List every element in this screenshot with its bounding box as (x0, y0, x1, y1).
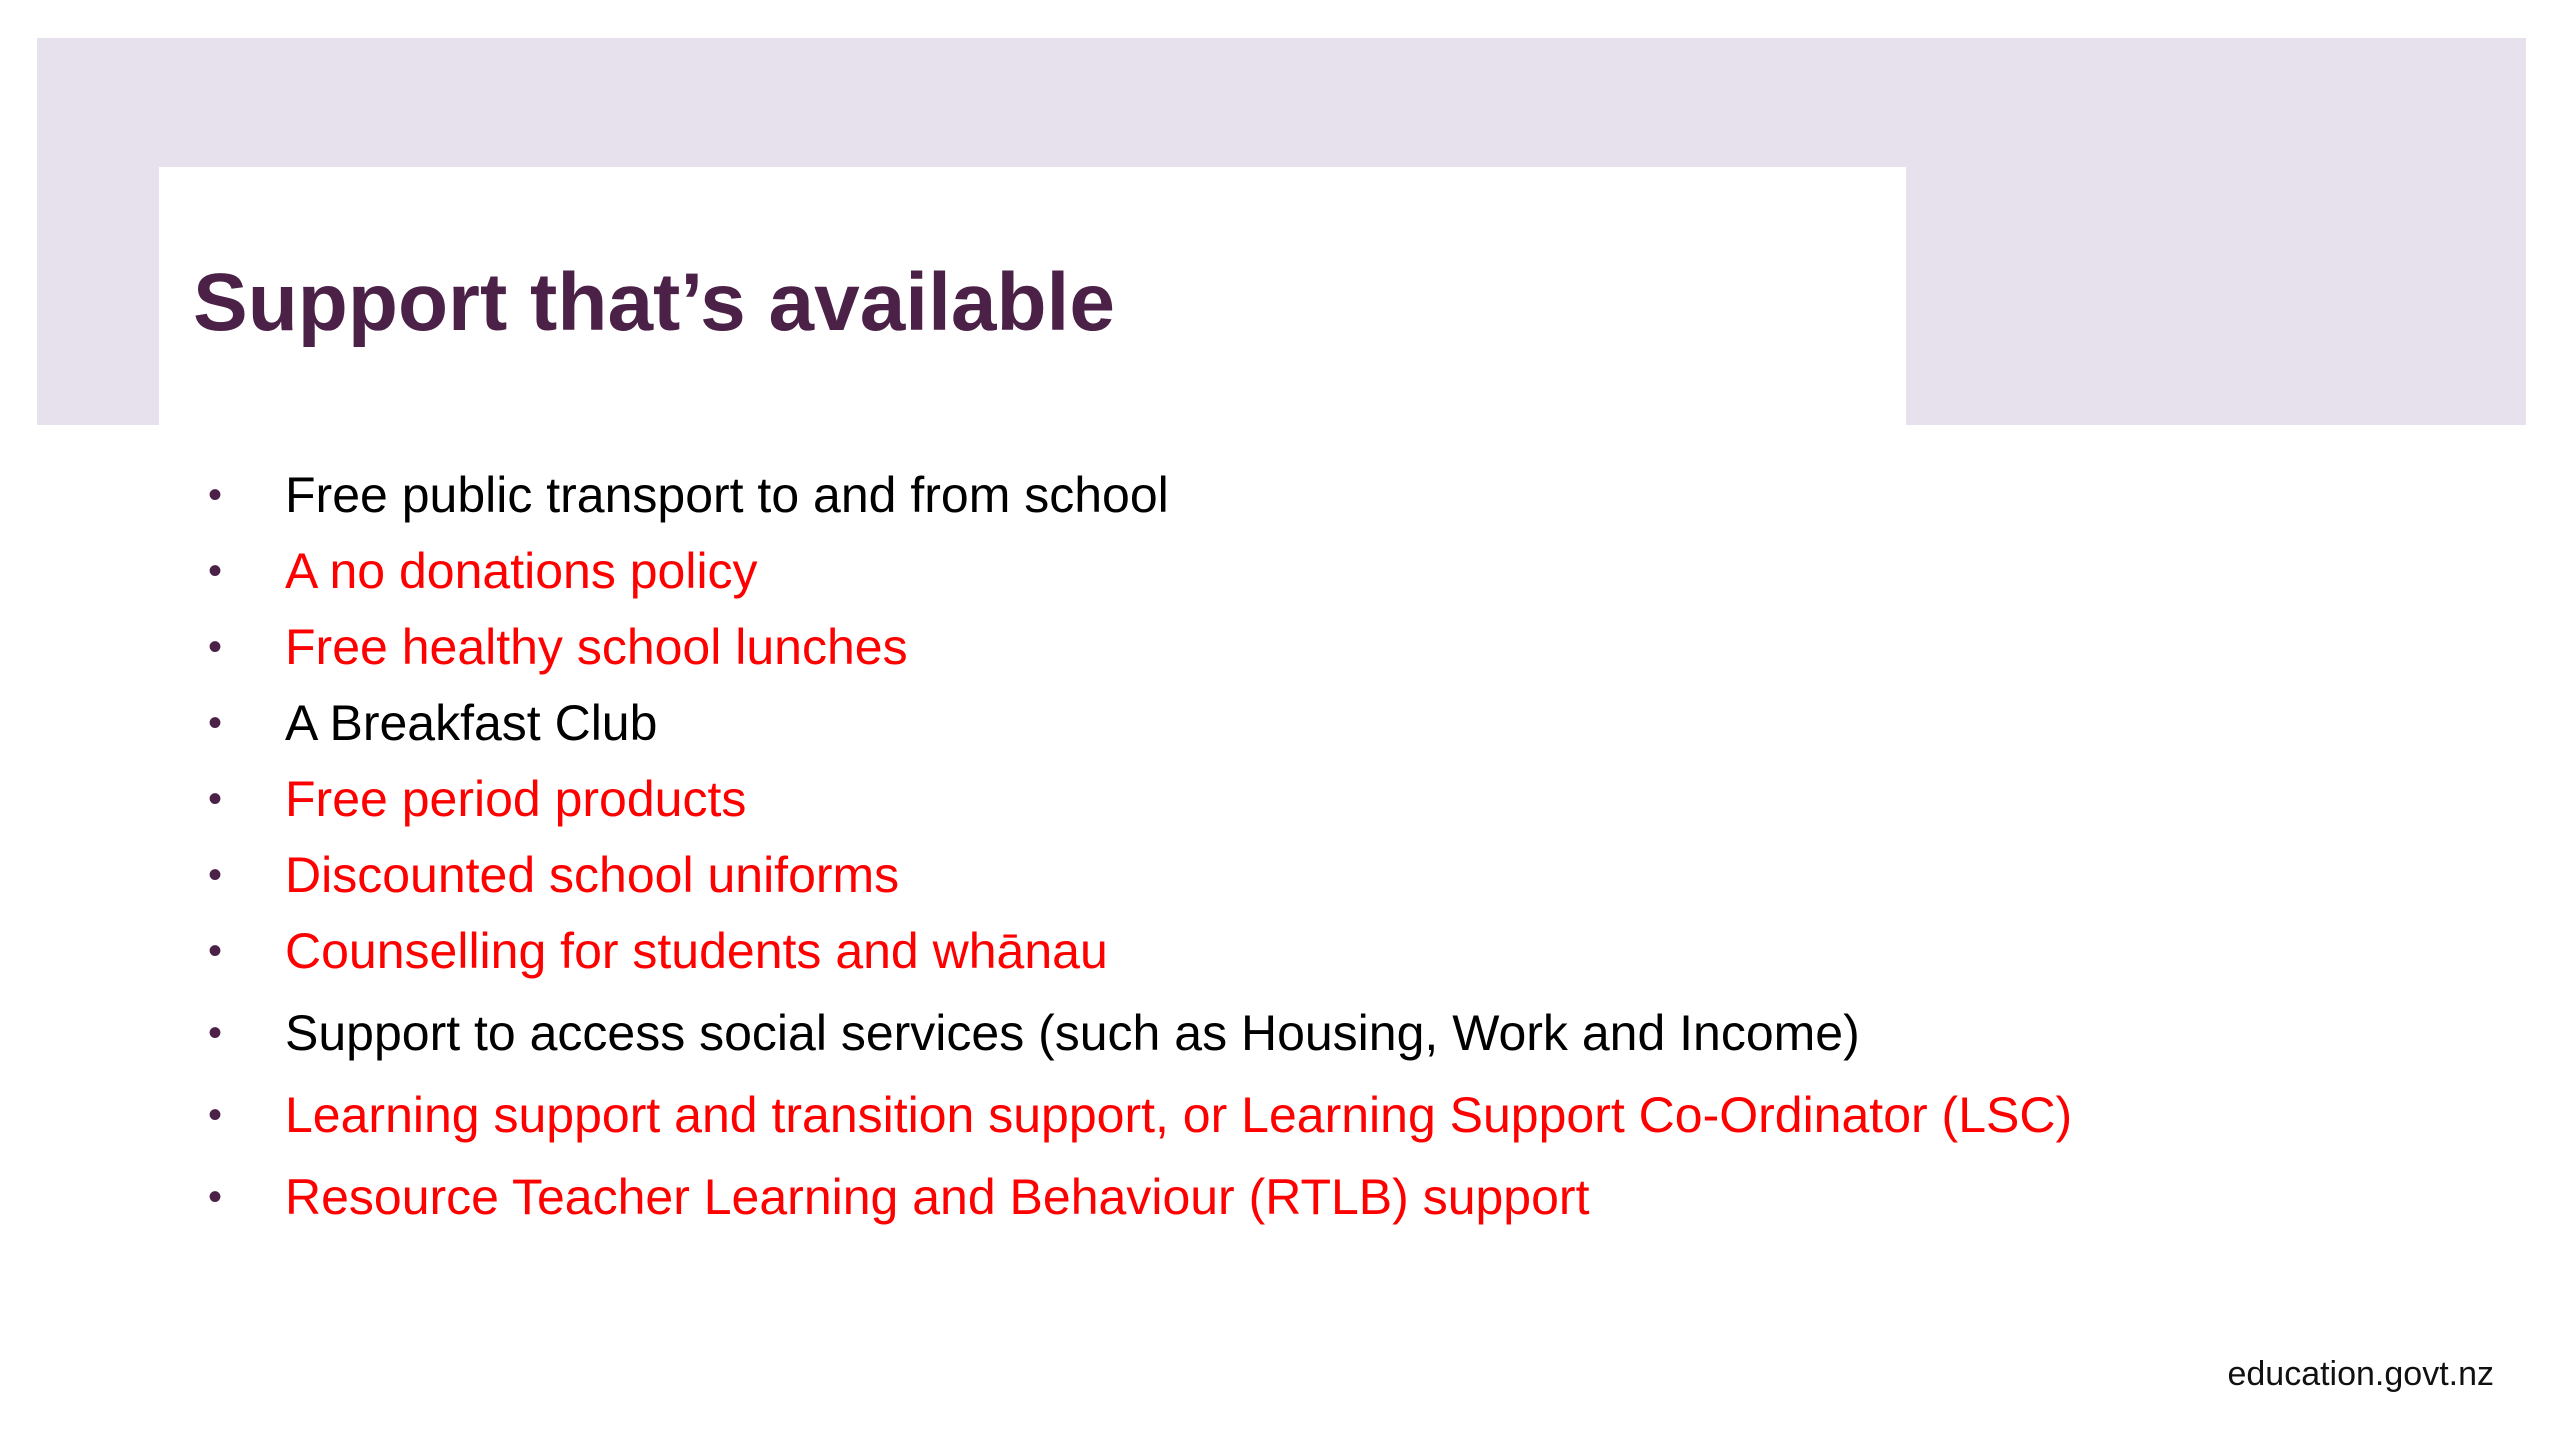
bullet-text: A Breakfast Club (285, 695, 658, 751)
bullet-text: Discounted school uniforms (285, 847, 900, 903)
bullet-text: Free period products (285, 771, 747, 827)
bullet-dot: • (208, 473, 223, 517)
bullet-dot: • (208, 625, 223, 669)
bullet-dot: • (208, 1093, 223, 1137)
bullet-dot: • (208, 1175, 223, 1219)
bullet-dot: • (208, 1011, 223, 1055)
bullet-text: A no donations policy (285, 543, 758, 599)
bullet-text: Counselling for students and whānau (285, 923, 1108, 979)
bullet-text: Support to access social services (such as Housing, Work and Income) (285, 1005, 1860, 1061)
bullet-text: Free healthy school lunches (285, 619, 908, 675)
bullet-dot: • (208, 777, 223, 821)
slide-title: Support that’s available (193, 257, 1115, 348)
bullet-text: Free public transport to and from school (285, 467, 1169, 523)
bullet-text: Resource Teacher Learning and Behaviour (RTLB) support (285, 1169, 1590, 1225)
footer-url: education.govt.nz (2227, 1355, 2494, 1393)
bullet-dot: • (208, 853, 223, 897)
bullet-dot: • (208, 929, 223, 973)
bullet-text: Learning support and transition support, or Learning Support Co-Ordinator (LSC) (285, 1087, 2073, 1143)
bullet-dot: • (208, 549, 223, 593)
bullet-dot: • (208, 701, 223, 745)
